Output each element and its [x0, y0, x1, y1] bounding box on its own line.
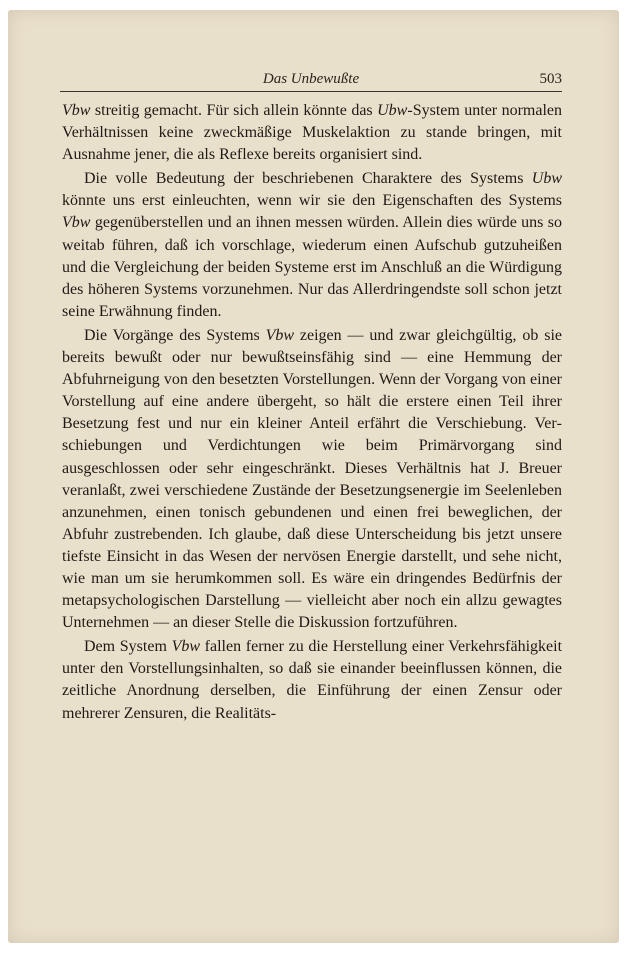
header-rule [60, 91, 562, 92]
paragraph-1: Vbw streitig gemacht. Für sich allein könnte das Ubw-System unter normalen Verhältnissen keine zweckmäßige Muskelaktion zu stande bringen, mit Ausnahme jener, die als Reflexe bereits organisiert sind. [62, 102, 563, 164]
paragraph-4: Dem System Vbw fallen ferner zu die Herstellung einer Verkehrsfähigkeit unter den Vorstellungsinhalten, so daß sie einander beeinflussen können, die zeitliche Anordnung derselben, die Einführung der einen Zensur oder mehrerer Zensuren, die Realitäts- [62, 638, 563, 722]
paragraph-3: Die Vorgänge des Systems Vbw zeigen — und zwar gleichgültig, ob sie bereits bewußt oder nur bewußtseinsfähig sind — eine Hemmung der Abfuhrneigung von den besetzten Vorstellungen. Wenn der Vorgang von einer Vorstellung auf eine andere übergeht, so hält die erstere einen Teil ihrer Besetzung fest und nur ein kleiner Anteil erfährt die Verschiebung. Verschiebungen und Verdichtungen wie beim Primärvorgang sind ausgeschlossen oder sehr eingeschränkt. Dieses Verhältnis hat J. Breuer veranlaßt, zwei verschiedene Zustände der Besetzungsenergie im Seelenleben anzunehmen, einen tonisch gebundenen und einen frei beweglichen, der Abfuhr zustrebenden. Ich glaube, daß diese Unterscheidung bis jetzt unsere tiefste Einsicht in das Wesen der nervösen Energie darstellt, und sehe nicht, wie man um sie herumkommen soll. Es wäre ein dringendes Bedürfnis der metapsychologischen Darstellung — vielleicht aber noch ein allzu gewagtes Unternehmen — an dieser Stelle die Diskussion fortzuführen. [62, 326, 562, 632]
running-header [60, 71, 562, 89]
chapter-title: Das Unbewußte [262, 71, 360, 87]
paragraph-2: Die volle Bedeutung der beschriebenen Charaktere des Systems Ubw könnte uns erst einleuchten, wenn wir sie den Eigenschaften des Systems Vbw gegenüberstellen und an ihnen messen würden. Allein dies würde uns so weitab führen, daß ich vorschlage, wiederum einen Aufschub gutzuheißen und die Vergleichung der beiden Systeme erst im Anschluß an die Würdigung des höheren Systems vorzunehmen. Nur das Allerdringendste soll schon jetzt seine Erwähnung finden. [62, 170, 562, 320]
page-number: 503 [539, 71, 562, 87]
body-text [62, 100, 562, 725]
